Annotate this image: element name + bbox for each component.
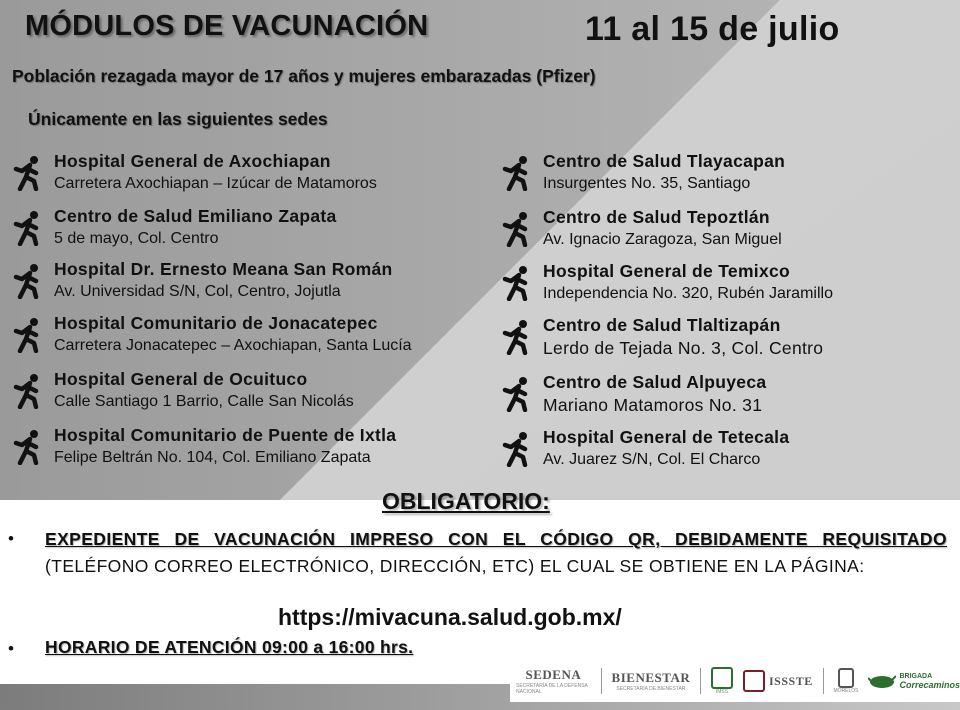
site-name: Hospital General de Temixco <box>543 261 791 281</box>
site-name: Centro de Salud Tlayacapan <box>543 151 786 171</box>
sedes-label: Únicamente en las siguientes sedes <box>28 109 328 129</box>
site-address: Carretera Jonacatepec – Axochiapan, Santa Lucía <box>54 337 412 354</box>
requirement-expediente <box>45 526 947 580</box>
site-address: Av. Juarez S/N, Col. El Charco <box>543 451 761 468</box>
bullet-2: • <box>8 639 14 658</box>
walking-person-icon <box>10 263 44 299</box>
morelos-emblem-icon <box>838 668 854 688</box>
site-address: Felipe Beltrán No. 104, Col. Emiliano Zapata <box>54 449 371 466</box>
walking-person-icon <box>499 376 533 412</box>
site-name: Centro de Salud Tepoztlán <box>543 207 770 227</box>
site-name: Hospital General de Tetecala <box>543 427 790 447</box>
logo-divider <box>700 668 701 694</box>
site-address: Carretera Axochiapan – Izúcar de Matamoros <box>54 175 377 192</box>
imss-logo: IMSS <box>711 667 733 695</box>
site-address: Calle Santiago 1 Barrio, Calle San Nicolás <box>54 393 354 410</box>
page-title: MÓDULOS DE VACUNACIÓN <box>25 10 429 42</box>
walking-person-icon <box>499 155 533 191</box>
walking-person-icon <box>499 211 533 247</box>
logo-divider <box>601 668 602 694</box>
requirement-horario: HORARIO DE ATENCIÓN 09:00 a 16:00 hrs. <box>45 637 414 657</box>
roadrunner-icon <box>868 672 896 690</box>
site-address: Insurgentes No. 35, Santiago <box>543 175 751 192</box>
site-name: Centro de Salud Tlaltizapán <box>543 315 781 335</box>
date-range: 11 al 15 de julio <box>585 10 840 48</box>
site-name: Hospital Dr. Ernesto Meana San Román <box>54 259 393 279</box>
site-name: Hospital General de Axochiapan <box>54 151 331 171</box>
site-address: Mariano Matamoros No. 31 <box>543 395 763 415</box>
walking-person-icon <box>10 317 44 353</box>
walking-person-icon <box>10 373 44 409</box>
institution-logos <box>510 660 960 702</box>
site-name: Hospital Comunitario de Jonacatepec <box>54 313 378 333</box>
imss-emblem-icon <box>711 667 733 689</box>
site-address: Independencia No. 320, Rubén Jaramillo <box>543 285 833 302</box>
site-address: Av. Universidad S/N, Col, Centro, Jojutla <box>54 283 341 300</box>
bullet-1: • <box>8 529 14 548</box>
requirement-expediente-detail: (TELÉFONO CORREO ELECTRÓNICO, DIRECCIÓN, ETC) EL CUAL SE OBTIENE EN LA PÁGINA: <box>45 556 865 576</box>
site-name: Centro de Salud Alpuyeca <box>543 372 767 392</box>
walking-person-icon <box>499 431 533 467</box>
walking-person-icon <box>10 155 44 191</box>
walking-person-icon <box>499 265 533 301</box>
issste-emblem-icon <box>743 670 765 692</box>
issste-logo: ISSSTE <box>743 670 813 692</box>
registration-url[interactable]: https://mivacuna.salud.gob.mx/ <box>278 604 622 630</box>
site-name: Centro de Salud Emiliano Zapata <box>54 206 337 226</box>
sedena-logo: SEDENA SECRETARÍA DE LA DEFENSA NACIONAL <box>516 667 588 695</box>
walking-person-icon <box>10 429 44 465</box>
requirements-heading: OBLIGATORIO: <box>382 488 550 514</box>
site-name: Hospital General de Ocuituco <box>54 369 308 389</box>
site-address: Lerdo de Tejada No. 3, Col. Centro <box>543 338 824 358</box>
morelos-logo: MORELOS <box>833 668 858 694</box>
site-address: Av. Ignacio Zaragoza, San Miguel <box>543 231 782 248</box>
site-name: Hospital Comunitario de Puente de Ixtla <box>54 425 397 445</box>
logo-divider <box>823 668 824 694</box>
requirement-expediente-bold: EXPEDIENTE DE VACUNACIÓN IMPRESO CON EL CÓDIGO QR, DEBIDAMENTE REQUISITADO <box>45 529 947 549</box>
bienestar-logo: BIENESTAR SECRETARÍA DE BIENESTAR <box>611 670 691 692</box>
walking-person-icon <box>10 210 44 246</box>
brigada-correcaminos-logo: BRIGADA Correcaminos <box>868 672 960 690</box>
target-population: Población rezagada mayor de 17 años y mujeres embarazadas (Pfizer) <box>12 66 596 86</box>
walking-person-icon <box>499 319 533 355</box>
site-address: 5 de mayo, Col. Centro <box>54 230 219 247</box>
